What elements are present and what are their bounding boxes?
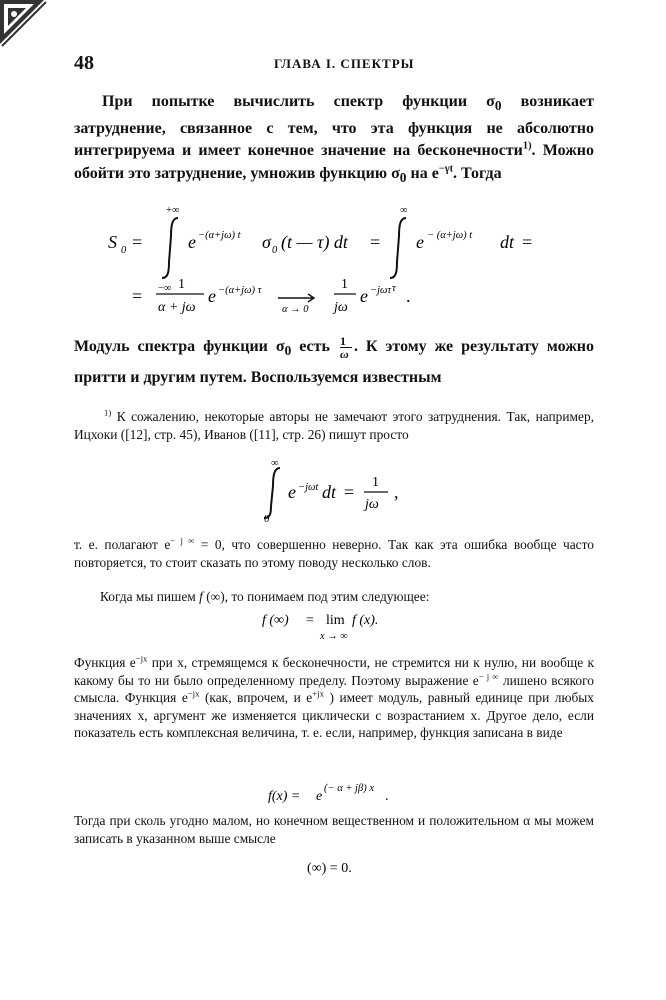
equation-5-graphic [0, 852, 666, 882]
svg-text:(∞) = 0.: (∞) = 0. [307, 861, 352, 876]
svg-text:−∞: −∞ [158, 283, 172, 294]
equation-1 [0, 196, 666, 316]
svg-text:e: e [416, 232, 424, 252]
svg-text:(− α + jβ) x: (− α + jβ) x [324, 783, 374, 794]
svg-text:jω: jω [334, 300, 348, 315]
svg-text:f(x) =: f(x) = [268, 789, 301, 804]
svg-text:α + jω: α + jω [158, 300, 196, 315]
integral-sign [264, 468, 280, 518]
integral-sign [162, 218, 178, 278]
equation-2-graphic [0, 456, 666, 526]
svg-text:σ: σ [262, 232, 271, 252]
svg-text:dt: dt [500, 232, 515, 252]
svg-text:−jωτ: −jωτ [370, 285, 392, 296]
eq1-lhs: S [108, 232, 117, 252]
svg-text:−(α+jω) t: −(α+jω) t [198, 230, 241, 241]
svg-text:τ: τ [392, 283, 396, 294]
svg-text:(t — τ) dt: (t — τ) dt [281, 232, 348, 252]
footnote-mark: 1) [522, 140, 532, 152]
equation-5 [0, 852, 666, 882]
svg-text:.: . [406, 286, 411, 306]
equation-3-graphic [0, 606, 666, 646]
page-header [74, 52, 594, 76]
running-title: ГЛАВА I. СПЕКТРЫ [274, 56, 415, 71]
svg-text:,: , [394, 482, 399, 502]
svg-text:.: . [385, 789, 389, 804]
svg-text:e: e [208, 286, 216, 306]
svg-text:∞: ∞ [400, 205, 408, 216]
svg-text:jω: jω [365, 497, 379, 512]
svg-text:0: 0 [272, 245, 278, 256]
svg-text:e: e [288, 482, 296, 502]
svg-text:e: e [360, 286, 368, 306]
svg-text:=: = [370, 232, 381, 252]
paragraph-1: При попытке вычислить спектр функции $\sigma_0$ возникает затруднение, связанное с тем, что эта функция не абсолютно интегрируема и имеет конечное значение на бесконечности$^{1)}$. Можно обойти это затруднение, умножив функцию $\sigma_0$ на $e^{-\gamma t}$. Тогда [74, 93, 595, 185]
svg-text:f (∞): f (∞) [262, 613, 289, 628]
paragraph-2: Модуль спектра функции $\sigma_0$ есть $\frac{1}{\omega}$ . К этому же результату можно притти и другим путем. Воспользуемся известным [74, 333, 595, 387]
svg-text:e: e [316, 789, 323, 804]
svg-text:α → 0: α → 0 [282, 304, 309, 315]
svg-text:− (α+jω) t: − (α+jω) t [427, 230, 473, 241]
equation-4 [0, 778, 666, 808]
svg-text:=: = [344, 482, 355, 502]
inline-fraction: $\frac{1}{\omega}$ [340, 335, 352, 360]
paragraph-4: Когда мы пишем f (∞), то понимаем под этим следующее: [100, 589, 430, 604]
equation-2 [0, 456, 666, 526]
svg-text:=: = [132, 286, 143, 306]
svg-text:dt: dt [322, 482, 337, 502]
svg-text:−(α+jω) τ: −(α+jω) τ [218, 285, 262, 296]
footnote-mark: 1) [104, 407, 112, 418]
svg-text:0: 0 [264, 514, 270, 525]
svg-text:=: = [132, 232, 143, 252]
svg-text:=: = [306, 613, 314, 628]
svg-text:=: = [522, 232, 533, 252]
svg-text:e: e [188, 232, 196, 252]
svg-text:0: 0 [121, 245, 127, 256]
corner-ornament [0, 0, 48, 48]
svg-text:f (x).: f (x). [352, 613, 379, 628]
svg-text:∞: ∞ [271, 458, 279, 469]
svg-text:−jωt: −jωt [298, 482, 319, 493]
footnote: $^{1)}$ К сожалению, некоторые авторы не замечают этого затруднения. Так, например, Ицхоки ([12], стр. 45), Иванов ([11], стр. 26) пишут просто [74, 407, 594, 442]
equation-4-graphic [0, 778, 666, 808]
svg-text:1: 1 [178, 277, 185, 292]
svg-text:+∞: +∞ [166, 205, 180, 216]
svg-text:1: 1 [341, 277, 348, 292]
paragraph-3: т. е. полагают $e^{- j \infty} = 0$, что совершенно неверно. Так как эта ошибка вообще часто повторяется, то стоит сказать по этому поводу несколько слов. [74, 535, 594, 570]
svg-text:1: 1 [372, 475, 379, 490]
paragraph-5: Функция $e^{-jx}$ при x, стремящемся к бесконечности, не стремится ни к нулю, ни вообще к какому бы то ни было определенному пределу. Поэтому выражение $e^{- j \infty}$ лишено всякого смысла. Функция $e^{-jx}$ (как, впрочем, и $e^{+jx}$ ) имеет модуль, равный единице при любых значениях x, аргумент же изменяется циклически с возрастанием x. Другое дело, если показатель есть комплексная величина, т. е. если, например, функция записана в виде [74, 653, 595, 740]
paragraph-6: Тогда при сколь угодно малом, но конечном вещественном и положительном α мы можем записать в указанном выше смысле [74, 813, 594, 846]
page-number: 48 [74, 52, 94, 74]
equation-3 [0, 606, 666, 646]
svg-text:lim: lim [326, 613, 345, 628]
limit-arrow [278, 294, 314, 302]
svg-text:x → ∞: x → ∞ [320, 631, 348, 642]
equation-1-graphic [0, 196, 666, 316]
integral-sign [390, 218, 406, 278]
